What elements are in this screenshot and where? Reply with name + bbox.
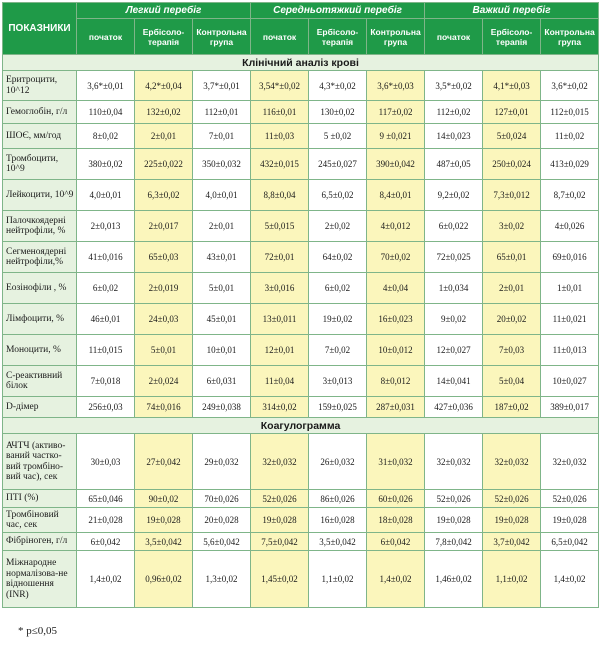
row-label: ШОЄ, мм/год: [3, 124, 77, 149]
value-cell: 52±0,026: [483, 490, 541, 508]
value-cell: 19±0,028: [251, 508, 309, 533]
value-cell: 65±0,03: [135, 242, 193, 273]
value-cell: 27±0,042: [135, 434, 193, 490]
value-cell: 7,5±0,042: [251, 533, 309, 551]
value-cell: 350±0,032: [193, 149, 251, 180]
value-cell: 9±0,02: [425, 304, 483, 335]
value-cell: 6±0,022: [425, 211, 483, 242]
row-label: Міжнародне нормалізова-не відношення (INR): [3, 551, 77, 608]
value-cell: 5±0,04: [483, 366, 541, 397]
value-cell: 43±0,01: [193, 242, 251, 273]
row-label: С-реактивний білок: [3, 366, 77, 397]
value-cell: 1,4±0,02: [367, 551, 425, 608]
group-header-mild: Легкий перебіг: [77, 3, 251, 19]
value-cell: 30±0,03: [77, 434, 135, 490]
value-cell: 60±0,026: [367, 490, 425, 508]
value-cell: 6,3±0,02: [135, 180, 193, 211]
value-cell: 11±0,04: [251, 366, 309, 397]
value-cell: 52±0,026: [541, 490, 599, 508]
value-cell: 132±0,02: [135, 101, 193, 124]
subheader-erbisol: Ербісоло-терапія: [483, 19, 541, 55]
value-cell: 7±0,01: [193, 124, 251, 149]
value-cell: 86±0,026: [309, 490, 367, 508]
value-cell: 3,5±0,042: [309, 533, 367, 551]
row-label: АЧТЧ (активо-ваний частко-вий тромбіно-вий час), сек: [3, 434, 77, 490]
table-row: [3, 533, 599, 551]
value-cell: 52±0,026: [425, 490, 483, 508]
value-cell: 4±0,012: [367, 211, 425, 242]
row-label: D-дімер: [3, 397, 77, 418]
row-label: Сегменоядерні нейтрофіли,%: [3, 242, 77, 273]
value-cell: 72±0,01: [251, 242, 309, 273]
section-row: [3, 418, 599, 434]
value-cell: 1,46±0,02: [425, 551, 483, 608]
value-cell: 32±0,032: [541, 434, 599, 490]
value-cell: 32±0,032: [425, 434, 483, 490]
value-cell: 287±0,031: [367, 397, 425, 418]
value-cell: 1,3±0,02: [193, 551, 251, 608]
value-cell: 2±0,01: [483, 273, 541, 304]
value-cell: 7±0,03: [483, 335, 541, 366]
value-cell: 3,5±0,042: [135, 533, 193, 551]
value-cell: 20±0,028: [193, 508, 251, 533]
value-cell: 46±0,01: [77, 304, 135, 335]
value-cell: 11±0,03: [251, 124, 309, 149]
value-cell: 432±0,015: [251, 149, 309, 180]
value-cell: 8±0,02: [77, 124, 135, 149]
value-cell: 10±0,027: [541, 366, 599, 397]
value-cell: 3,7*±0,01: [193, 71, 251, 101]
value-cell: 7,8±0,042: [425, 533, 483, 551]
value-cell: 2±0,019: [135, 273, 193, 304]
table-body: [3, 55, 599, 608]
value-cell: 12±0,027: [425, 335, 483, 366]
value-cell: 70±0,02: [367, 242, 425, 273]
value-cell: 10±0,012: [367, 335, 425, 366]
group-header-severe: Важкий перебіг: [425, 3, 599, 19]
value-cell: 116±0,01: [251, 101, 309, 124]
value-cell: 18±0,028: [367, 508, 425, 533]
table-row: [3, 335, 599, 366]
table-row: [3, 242, 599, 273]
value-cell: 52±0,026: [251, 490, 309, 508]
value-cell: 4,0±0,01: [193, 180, 251, 211]
row-label: Лімфоцити, %: [3, 304, 77, 335]
row-label: Лейкоцити, 10^9: [3, 180, 77, 211]
subheader-control: Контрольна група: [367, 19, 425, 55]
value-cell: 10±0,01: [193, 335, 251, 366]
group-header-moderate: Середньотяжкий перебіг: [251, 3, 425, 19]
value-cell: 187±0,02: [483, 397, 541, 418]
section-title: Клінічний аналіз крові: [3, 55, 599, 71]
value-cell: 65±0,01: [483, 242, 541, 273]
subheader-control: Контрольна група: [193, 19, 251, 55]
value-cell: 4±0,04: [367, 273, 425, 304]
value-cell: 24±0,03: [135, 304, 193, 335]
value-cell: 1,4±0,02: [77, 551, 135, 608]
value-cell: 112±0,015: [541, 101, 599, 124]
value-cell: 45±0,01: [193, 304, 251, 335]
row-label: Тромбоцити, 10^9: [3, 149, 77, 180]
value-cell: 0,96±0,02: [135, 551, 193, 608]
table-row: [3, 434, 599, 490]
value-cell: 11±0,013: [541, 335, 599, 366]
value-cell: 4,2*±0,04: [135, 71, 193, 101]
value-cell: 65±0,046: [77, 490, 135, 508]
value-cell: 6±0,042: [77, 533, 135, 551]
value-cell: 26±0,032: [309, 434, 367, 490]
value-cell: 29±0,032: [193, 434, 251, 490]
value-cell: 11±0,02: [541, 124, 599, 149]
table-row: [3, 551, 599, 608]
value-cell: 13±0,011: [251, 304, 309, 335]
value-cell: 5 ±0,02: [309, 124, 367, 149]
value-cell: 4±0,026: [541, 211, 599, 242]
value-cell: 2±0,01: [193, 211, 251, 242]
subheader-erbisol: Ербісоло-терапія: [309, 19, 367, 55]
value-cell: 3,7±0,042: [483, 533, 541, 551]
row-label: Моноцити, %: [3, 335, 77, 366]
results-table-container: [2, 2, 598, 608]
value-cell: 16±0,028: [309, 508, 367, 533]
section-row: [3, 55, 599, 71]
value-cell: 112±0,01: [193, 101, 251, 124]
value-cell: 3,5*±0,02: [425, 71, 483, 101]
row-label: Еозінофіли , %: [3, 273, 77, 304]
value-cell: 245±0,027: [309, 149, 367, 180]
value-cell: 3,54*±0,02: [251, 71, 309, 101]
value-cell: 2±0,01: [135, 124, 193, 149]
value-cell: 5±0,01: [135, 335, 193, 366]
value-cell: 74±0,016: [135, 397, 193, 418]
value-cell: 1,4±0,02: [541, 551, 599, 608]
row-label: Еритроцити, 10^12: [3, 71, 77, 101]
value-cell: 5,6±0,042: [193, 533, 251, 551]
value-cell: 2±0,013: [77, 211, 135, 242]
value-cell: 427±0,036: [425, 397, 483, 418]
value-cell: 21±0,028: [77, 508, 135, 533]
value-cell: 3±0,016: [251, 273, 309, 304]
value-cell: 130±0,02: [309, 101, 367, 124]
value-cell: 110±0,04: [77, 101, 135, 124]
value-cell: 159±0,025: [309, 397, 367, 418]
value-cell: 8,8±0,04: [251, 180, 309, 211]
table-row: [3, 397, 599, 418]
value-cell: 6,5±0,042: [541, 533, 599, 551]
value-cell: 11±0,015: [77, 335, 135, 366]
row-label: Гемоглобін, г/л: [3, 101, 77, 124]
value-cell: 390±0,042: [367, 149, 425, 180]
value-cell: 2±0,017: [135, 211, 193, 242]
subheader-start: початок: [425, 19, 483, 55]
value-cell: 1,45±0,02: [251, 551, 309, 608]
value-cell: 14±0,041: [425, 366, 483, 397]
value-cell: 7±0,02: [309, 335, 367, 366]
row-label: Тромбіновий час, сек: [3, 508, 77, 533]
value-cell: 256±0,03: [77, 397, 135, 418]
value-cell: 8,7±0,02: [541, 180, 599, 211]
value-cell: 8±0,012: [367, 366, 425, 397]
value-cell: 7±0,018: [77, 366, 135, 397]
value-cell: 6±0,02: [77, 273, 135, 304]
value-cell: 380±0,02: [77, 149, 135, 180]
value-cell: 117±0,02: [367, 101, 425, 124]
row-label: Фібріноген, г/л: [3, 533, 77, 551]
value-cell: 4,0±0,01: [77, 180, 135, 211]
value-cell: 90±0,02: [135, 490, 193, 508]
value-cell: 6±0,031: [193, 366, 251, 397]
value-cell: 41±0,016: [77, 242, 135, 273]
value-cell: 4,1*±0,03: [483, 71, 541, 101]
table-row: [3, 71, 599, 101]
value-cell: 9,2±0,02: [425, 180, 483, 211]
table-row: [3, 304, 599, 335]
section-title: Коагулограмма: [3, 418, 599, 434]
value-cell: 5±0,024: [483, 124, 541, 149]
value-cell: 19±0,028: [135, 508, 193, 533]
value-cell: 389±0,017: [541, 397, 599, 418]
value-cell: 2±0,024: [135, 366, 193, 397]
value-cell: 8,4±0,01: [367, 180, 425, 211]
value-cell: 32±0,032: [483, 434, 541, 490]
value-cell: 1,1±0,02: [309, 551, 367, 608]
value-cell: 2±0,02: [309, 211, 367, 242]
table-row: [3, 101, 599, 124]
value-cell: 20±0,02: [483, 304, 541, 335]
value-cell: 6±0,042: [367, 533, 425, 551]
table-row: [3, 149, 599, 180]
table-row: [3, 366, 599, 397]
table-row: [3, 211, 599, 242]
value-cell: 487±0,05: [425, 149, 483, 180]
value-cell: 3±0,02: [483, 211, 541, 242]
value-cell: 11±0,021: [541, 304, 599, 335]
value-cell: 7,3±0,012: [483, 180, 541, 211]
value-cell: 69±0,016: [541, 242, 599, 273]
value-cell: 16±0,023: [367, 304, 425, 335]
value-cell: 413±0,029: [541, 149, 599, 180]
value-cell: 31±0,032: [367, 434, 425, 490]
value-cell: 14±0,023: [425, 124, 483, 149]
value-cell: 6,5±0,02: [309, 180, 367, 211]
value-cell: 19±0,028: [483, 508, 541, 533]
value-cell: 6±0,02: [309, 273, 367, 304]
table-row: [3, 508, 599, 533]
value-cell: 314±0,02: [251, 397, 309, 418]
results-table: [2, 2, 599, 608]
value-cell: 70±0,026: [193, 490, 251, 508]
value-cell: 3,6*±0,01: [77, 71, 135, 101]
value-cell: 12±0,01: [251, 335, 309, 366]
value-cell: 19±0,028: [425, 508, 483, 533]
value-cell: 64±0,02: [309, 242, 367, 273]
value-cell: 3±0,013: [309, 366, 367, 397]
row-label: ПТІ (%): [3, 490, 77, 508]
value-cell: 4,3*±0,02: [309, 71, 367, 101]
subheader-control: Контрольна група: [541, 19, 599, 55]
table-row: [3, 273, 599, 304]
footnote: * p≤0,05: [18, 625, 58, 637]
table-row: [3, 180, 599, 211]
value-cell: 9 ±0,021: [367, 124, 425, 149]
value-cell: 127±0,01: [483, 101, 541, 124]
table-row: [3, 490, 599, 508]
value-cell: 5±0,015: [251, 211, 309, 242]
subheader-erbisol: Ербісоло-терапія: [135, 19, 193, 55]
row-label: Палочкоядерні нейтрофіли, %: [3, 211, 77, 242]
value-cell: 1±0,034: [425, 273, 483, 304]
value-cell: 1±0,01: [541, 273, 599, 304]
indicators-header: ПОКАЗНИКИ: [3, 3, 77, 55]
value-cell: 19±0,028: [541, 508, 599, 533]
value-cell: 249±0,038: [193, 397, 251, 418]
table-row: [3, 124, 599, 149]
value-cell: 19±0,02: [309, 304, 367, 335]
subheader-start: початок: [77, 19, 135, 55]
value-cell: 72±0,025: [425, 242, 483, 273]
value-cell: 32±0,032: [251, 434, 309, 490]
value-cell: 250±0,024: [483, 149, 541, 180]
value-cell: 5±0,01: [193, 273, 251, 304]
value-cell: 3,6*±0,02: [541, 71, 599, 101]
value-cell: 225±0,022: [135, 149, 193, 180]
value-cell: 1,1±0,02: [483, 551, 541, 608]
value-cell: 3,6*±0,03: [367, 71, 425, 101]
value-cell: 112±0,02: [425, 101, 483, 124]
subheader-start: початок: [251, 19, 309, 55]
